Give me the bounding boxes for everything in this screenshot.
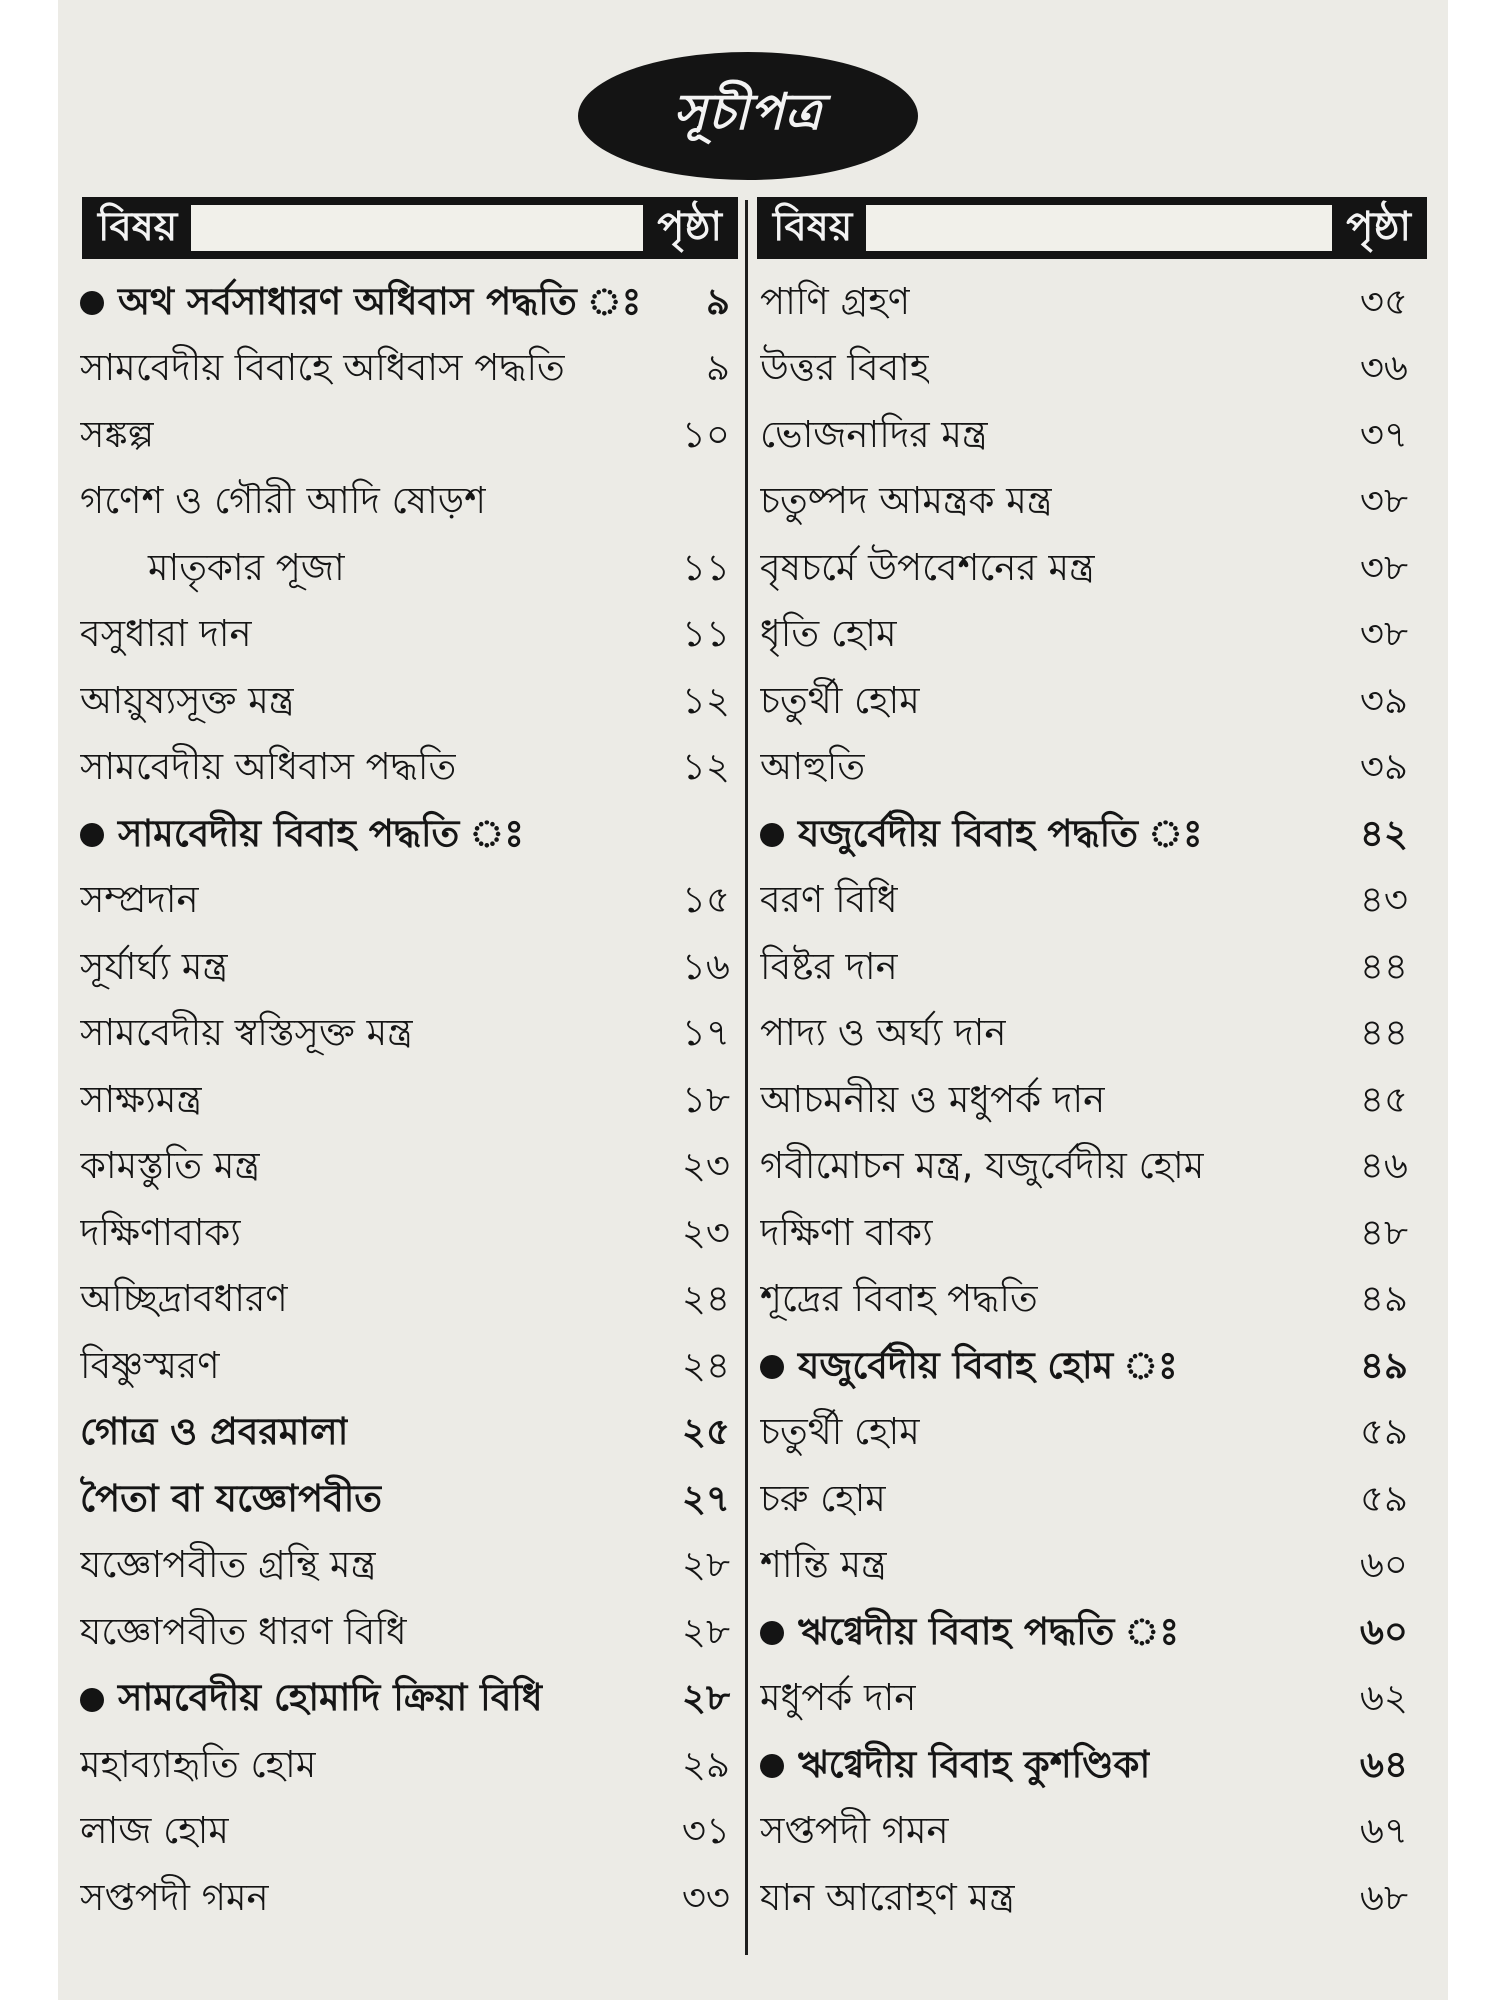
toc-entry bbox=[80, 1401, 730, 1468]
toc-entry-subject bbox=[80, 338, 565, 401]
toc-entry-subject bbox=[80, 1136, 260, 1199]
column-divider bbox=[745, 200, 748, 1955]
toc-entry-subject-text: ঋগ্বেদীয় বিবাহ পদ্ধতি ঃ bbox=[798, 1609, 1180, 1653]
title-oval bbox=[578, 52, 918, 180]
toc-entry-page: ৪৫ bbox=[1359, 1077, 1408, 1121]
toc-entry bbox=[80, 536, 730, 603]
toc-entry bbox=[80, 1268, 730, 1335]
toc-entry-page: ১২ bbox=[681, 678, 730, 722]
toc-entry-subject bbox=[80, 471, 486, 534]
toc-entry bbox=[760, 1733, 1408, 1800]
toc-entry-page: ২৪ bbox=[681, 1277, 730, 1321]
toc-entry-page: ৪৯ bbox=[1359, 1277, 1408, 1321]
toc-entry-subject-text: শূদ্রের বিবাহ পদ্ধতি bbox=[760, 1277, 1038, 1321]
toc-entry-subject bbox=[80, 1402, 348, 1465]
toc-entry bbox=[760, 1135, 1408, 1202]
toc-entry-subject-text: চতুর্থী হোম bbox=[760, 678, 920, 722]
toc-entry-subject bbox=[760, 405, 988, 468]
toc-entry-page: ৬০ bbox=[1359, 1609, 1408, 1653]
toc-entry-subject-text: উত্তর বিবাহ bbox=[760, 346, 930, 390]
toc-entry-page: ৪৪ bbox=[1359, 1011, 1408, 1055]
toc-entry bbox=[80, 1534, 730, 1601]
toc-entry-subject-text: সামবেদীয় বিবাহে অধিবাস পদ্ধতি bbox=[80, 346, 565, 390]
toc-entry-page: ২৮ bbox=[681, 1543, 730, 1587]
toc-entry-subject-text: বিষ্ণুস্মরণ bbox=[80, 1343, 220, 1387]
toc-entry bbox=[760, 736, 1408, 803]
toc-entry-subject bbox=[760, 538, 1095, 601]
toc-entry-subject-text: যজুর্বেদীয় বিবাহ হোম ঃ bbox=[798, 1343, 1178, 1387]
toc-entry-subject-text: গোত্র ও প্রবরমালা bbox=[80, 1410, 349, 1454]
toc-entry-subject-text: সামবেদীয় হোমাদি ক্রিয়া বিধি bbox=[118, 1676, 543, 1720]
toc-entry-subject bbox=[80, 804, 524, 867]
toc-entry bbox=[760, 669, 1408, 736]
toc-entry bbox=[80, 1002, 730, 1069]
bullet-icon bbox=[760, 823, 784, 847]
toc-entry-subject bbox=[760, 1735, 1150, 1798]
toc-entry bbox=[80, 802, 730, 869]
toc-entry-page: ৬৭ bbox=[1359, 1809, 1408, 1853]
toc-entry-subject-text: মহাব্যাহৃতি হোম bbox=[80, 1742, 317, 1786]
toc-entry-page: ৩৭ bbox=[1359, 412, 1408, 456]
toc-entry-subject-text: ধৃতি হোম bbox=[760, 612, 897, 656]
toc-entry bbox=[80, 337, 730, 404]
bullet-icon bbox=[760, 1355, 784, 1379]
toc-entry-subject bbox=[760, 1469, 886, 1532]
bullet-icon bbox=[760, 1621, 784, 1645]
toc-entry-subject-text: সামবেদীয় অধিবাস পদ্ধতি bbox=[80, 745, 457, 789]
toc-entry bbox=[760, 802, 1408, 869]
toc-entry-subject bbox=[760, 870, 898, 933]
toc-entry-page: ৩৮ bbox=[1359, 479, 1408, 523]
toc-entry-page: ৩৯ bbox=[1359, 745, 1408, 789]
toc-entry bbox=[80, 1334, 730, 1401]
header-fill-right bbox=[866, 205, 1332, 251]
toc-entry-page: ৫৯ bbox=[1359, 1476, 1408, 1520]
page-header-right: পৃষ্ঠা bbox=[1346, 203, 1411, 250]
toc-entry bbox=[80, 935, 730, 1002]
toc-entry-page: ৪৬ bbox=[1359, 1144, 1408, 1188]
toc-entry bbox=[760, 1201, 1408, 1268]
toc-entry bbox=[80, 1733, 730, 1800]
toc-entry bbox=[760, 1600, 1408, 1667]
toc-entry-subject-text: শান্তি মন্ত্র bbox=[760, 1543, 887, 1587]
table-header-left bbox=[82, 197, 738, 259]
toc-entry-page: ২৩ bbox=[681, 1144, 730, 1188]
toc-entry-subject bbox=[80, 1070, 202, 1133]
toc-entry-subject bbox=[80, 1535, 376, 1598]
toc-entry-subject bbox=[760, 937, 898, 1000]
toc-entry-subject-text: চতুষ্পদ আমন্ত্রক মন্ত্র bbox=[760, 479, 1053, 523]
toc-entry bbox=[80, 669, 730, 736]
toc-entry-subject bbox=[80, 1868, 269, 1931]
toc-entry-subject-text: আয়ুষ্যসূক্ত মন্ত্র bbox=[80, 678, 295, 722]
bullet-icon bbox=[80, 823, 104, 847]
toc-entry-subject-text: যজুর্বেদীয় বিবাহ পদ্ধতি ঃ bbox=[798, 811, 1203, 855]
toc-entry bbox=[80, 1201, 730, 1268]
toc-entry bbox=[80, 1667, 730, 1734]
toc-entry bbox=[760, 1800, 1408, 1867]
subject-header-left: বিষয় bbox=[98, 203, 178, 250]
toc-entry-page: ২৪ bbox=[681, 1343, 730, 1387]
toc-entry-subject-text: পাদ্য ও অর্ঘ্য দান bbox=[760, 1011, 1007, 1055]
toc-entry-subject bbox=[80, 604, 252, 667]
toc-entry-subject bbox=[760, 1336, 1178, 1399]
toc-entry-subject bbox=[80, 272, 641, 335]
toc-entry-subject-text: সম্প্রদান bbox=[80, 878, 199, 922]
toc-entry-subject-text: সামবেদীয় স্বস্তিসূক্ত মন্ত্র bbox=[80, 1011, 413, 1055]
toc-entry-subject bbox=[760, 272, 910, 335]
toc-entry-subject-text: বিষ্টর দান bbox=[760, 944, 898, 988]
toc-entry-subject-text: সামবেদীয় বিবাহ পদ্ধতি ঃ bbox=[118, 811, 524, 855]
toc-entry-subject-text: অথ সর্বসাধারণ অধিবাস পদ্ধতি ঃ bbox=[118, 279, 642, 323]
toc-entry-subject-text: পাণি গ্রহণ bbox=[760, 279, 911, 323]
toc-entry-page: ৪৮ bbox=[1359, 1210, 1408, 1254]
toc-entry-page: ২৫ bbox=[681, 1410, 730, 1454]
toc-entry-subject-text: যজ্ঞোপবীত গ্রন্থি মন্ত্র bbox=[80, 1543, 377, 1587]
toc-entry bbox=[760, 1534, 1408, 1601]
toc-entry-subject-text: বরণ বিধি bbox=[760, 878, 898, 922]
toc-entry-subject bbox=[760, 1136, 1204, 1199]
toc-entry bbox=[80, 1866, 730, 1933]
toc-entry bbox=[80, 1068, 730, 1135]
toc-entry-page: ২৩ bbox=[681, 1210, 730, 1254]
toc-entry-subject bbox=[760, 471, 1052, 534]
toc-entry-subject bbox=[760, 1868, 1015, 1931]
page-header-left: পৃষ্ঠা bbox=[657, 203, 722, 250]
toc-entry-subject-text: বৃষচর্মে উপবেশনের মন্ত্র bbox=[760, 545, 1095, 589]
page-title: সূচীপত্র bbox=[673, 81, 823, 141]
toc-entry-page: ৬০ bbox=[1359, 1543, 1408, 1587]
toc-entry-page: ৪৪ bbox=[1359, 944, 1408, 988]
table-header-right bbox=[757, 197, 1427, 259]
toc-entry-subject-text: বসুধারা দান bbox=[80, 612, 252, 656]
toc-entry-subject bbox=[760, 1269, 1038, 1332]
toc-entry-page: ৩৮ bbox=[1359, 545, 1408, 589]
toc-entry-page: ৪৩ bbox=[1359, 878, 1408, 922]
toc-entry-page: ১৮ bbox=[681, 1077, 730, 1121]
toc-entry-subject-text: ভোজনাদির মন্ত্র bbox=[760, 412, 988, 456]
toc-entry bbox=[760, 1866, 1408, 1933]
toc-entry-subject-text: দক্ষিণাবাক্য bbox=[80, 1210, 242, 1254]
toc-entry-subject bbox=[80, 937, 228, 1000]
toc-entry-page: ৩৩ bbox=[681, 1875, 730, 1919]
toc-entry-page: ৩১ bbox=[681, 1809, 730, 1853]
toc-entry-subject bbox=[80, 1469, 382, 1532]
toc-entry bbox=[80, 736, 730, 803]
toc-entry bbox=[760, 935, 1408, 1002]
toc-entry-page: ৩৮ bbox=[1359, 612, 1408, 656]
toc-entry-subject-text: সাক্ষ্যমন্ত্র bbox=[80, 1077, 203, 1121]
toc-entry-subject-text: দক্ষিণা বাক্য bbox=[760, 1210, 933, 1254]
toc-entry-subject-text: সপ্তপদী গমন bbox=[760, 1809, 949, 1853]
toc-entry-subject-text: যজ্ঞোপবীত ধারণ বিধি bbox=[80, 1609, 407, 1653]
toc-entry bbox=[80, 869, 730, 936]
toc-entry-page: ৩৫ bbox=[1359, 279, 1408, 323]
toc-entry-subject bbox=[80, 671, 294, 734]
toc-entry bbox=[760, 470, 1408, 537]
toc-entry bbox=[760, 1401, 1408, 1468]
toc-entry-subject bbox=[80, 1735, 316, 1798]
toc-entry bbox=[760, 1068, 1408, 1135]
toc-entry bbox=[760, 1268, 1408, 1335]
toc-entry-subject bbox=[760, 1801, 949, 1864]
toc-entry-subject bbox=[760, 1668, 916, 1731]
toc-entry-subject bbox=[760, 1070, 1105, 1133]
toc-entry-page: ১২ bbox=[681, 745, 730, 789]
toc-entry-subject-text: আচমনীয় ও মধুপর্ক দান bbox=[760, 1077, 1106, 1121]
toc-entry-page: ১৫ bbox=[681, 878, 730, 922]
toc-entry-page: ২৭ bbox=[681, 1476, 730, 1520]
toc-entry-page: ১৭ bbox=[681, 1011, 730, 1055]
toc-entry-subject-text: লাজ হোম bbox=[80, 1809, 229, 1853]
toc-entry bbox=[760, 1002, 1408, 1069]
toc-entry bbox=[80, 270, 730, 337]
subject-header-right: বিষয় bbox=[773, 203, 853, 250]
toc-entry-page: ১১ bbox=[681, 545, 730, 589]
toc-column-right bbox=[760, 270, 1408, 1933]
toc-entry bbox=[760, 337, 1408, 404]
toc-entry-page: ৯ bbox=[705, 279, 730, 323]
toc-entry-page: ৬২ bbox=[1359, 1676, 1408, 1720]
toc-entry-subject bbox=[760, 1402, 920, 1465]
toc-entry-subject bbox=[80, 737, 456, 800]
toc-entry-page: ৬৪ bbox=[1359, 1742, 1408, 1786]
toc-entry-subject bbox=[760, 1535, 887, 1598]
toc-entry-subject bbox=[80, 1269, 288, 1332]
toc-entry-subject-text: সূর্যার্ঘ্য মন্ত্র bbox=[80, 944, 229, 988]
toc-entry-page: ৫৯ bbox=[1359, 1410, 1408, 1454]
toc-entry-page: ৪২ bbox=[1359, 811, 1408, 855]
toc-entry-subject-text: মাতৃকার পূজা bbox=[148, 545, 345, 589]
toc-entry-subject bbox=[760, 604, 897, 667]
toc-entry-subject bbox=[760, 804, 1203, 867]
toc-entry bbox=[760, 1334, 1408, 1401]
toc-entry bbox=[760, 1667, 1408, 1734]
toc-entry-subject-text: ঋগ্বেদীয় বিবাহ কুশণ্ডিকা bbox=[798, 1742, 1151, 1786]
toc-entry-subject-text: সঙ্কল্প bbox=[80, 412, 155, 456]
toc-entry-subject bbox=[760, 338, 929, 401]
toc-entry bbox=[760, 270, 1408, 337]
toc-entry-subject bbox=[760, 1203, 933, 1266]
toc-entry-subject-text: চতুর্থী হোম bbox=[760, 1410, 920, 1454]
toc-entry-page: ২৮ bbox=[681, 1609, 730, 1653]
toc-entry-page: ৪৯ bbox=[1359, 1343, 1408, 1387]
toc-entry-subject bbox=[80, 1668, 543, 1731]
toc-entry bbox=[760, 603, 1408, 670]
toc-entry bbox=[80, 603, 730, 670]
toc-entry-subject-text: গবীমোচন মন্ত্র, যজুর্বেদীয় হোম bbox=[760, 1144, 1205, 1188]
toc-entry-page: ১১ bbox=[681, 612, 730, 656]
toc-entry-subject bbox=[80, 1801, 229, 1864]
toc-entry-subject-text: গণেশ ও গৌরী আদি ষোড়শ bbox=[80, 479, 487, 523]
toc-entry-subject bbox=[80, 1336, 220, 1399]
toc-entry-subject-text: অচ্ছিদ্রাবধারণ bbox=[80, 1277, 288, 1321]
toc-entry-subject bbox=[760, 1003, 1006, 1066]
toc-entry-subject-text: আহুতি bbox=[760, 745, 866, 789]
toc-entry-subject bbox=[80, 1602, 407, 1665]
header-fill-left bbox=[191, 205, 643, 251]
toc-entry-page: ২৯ bbox=[681, 1742, 730, 1786]
toc-entry-subject bbox=[80, 1203, 241, 1266]
toc-column-left bbox=[80, 270, 730, 1933]
bullet-icon bbox=[80, 1688, 104, 1712]
toc-entry-subject bbox=[80, 870, 199, 933]
toc-entry-subject-text: কামস্তুতি মন্ত্র bbox=[80, 1144, 261, 1188]
toc-entry bbox=[760, 403, 1408, 470]
toc-entry-subject-text: যান আরোহণ মন্ত্র bbox=[760, 1875, 1015, 1919]
toc-entry-subject-text: মধুপর্ক দান bbox=[760, 1676, 917, 1720]
bullet-icon bbox=[760, 1754, 784, 1778]
toc-entry-subject bbox=[80, 1003, 413, 1066]
toc-entry bbox=[760, 1467, 1408, 1534]
toc-entry-subject bbox=[80, 405, 154, 468]
toc-entry-page: ২৮ bbox=[681, 1676, 730, 1720]
toc-entry bbox=[760, 536, 1408, 603]
toc-entry-subject bbox=[80, 538, 345, 601]
toc-entry-subject bbox=[760, 737, 865, 800]
toc-entry bbox=[80, 1600, 730, 1667]
toc-entry bbox=[80, 1467, 730, 1534]
toc-entry bbox=[80, 1800, 730, 1867]
toc-entry-subject bbox=[760, 1602, 1179, 1665]
toc-entry-subject bbox=[760, 671, 920, 734]
toc-entry-page: ১০ bbox=[681, 412, 730, 456]
toc-entry bbox=[760, 869, 1408, 936]
toc-entry-subject-text: চরু হোম bbox=[760, 1476, 886, 1520]
toc-entry bbox=[80, 470, 730, 537]
toc-entry-page: ৯ bbox=[705, 346, 730, 390]
toc-entry-page: ১৬ bbox=[681, 944, 730, 988]
toc-entry-page: ৬৮ bbox=[1359, 1875, 1408, 1919]
bullet-icon bbox=[80, 291, 104, 315]
toc-entry-page: ৩৬ bbox=[1359, 346, 1408, 390]
toc-entry-subject-text: পৈতা বা যজ্ঞোপবীত bbox=[80, 1476, 383, 1520]
toc-entry bbox=[80, 1135, 730, 1202]
toc-entry-subject-text: সপ্তপদী গমন bbox=[80, 1875, 269, 1919]
toc-entry-page: ৩৯ bbox=[1359, 678, 1408, 722]
toc-entry bbox=[80, 403, 730, 470]
